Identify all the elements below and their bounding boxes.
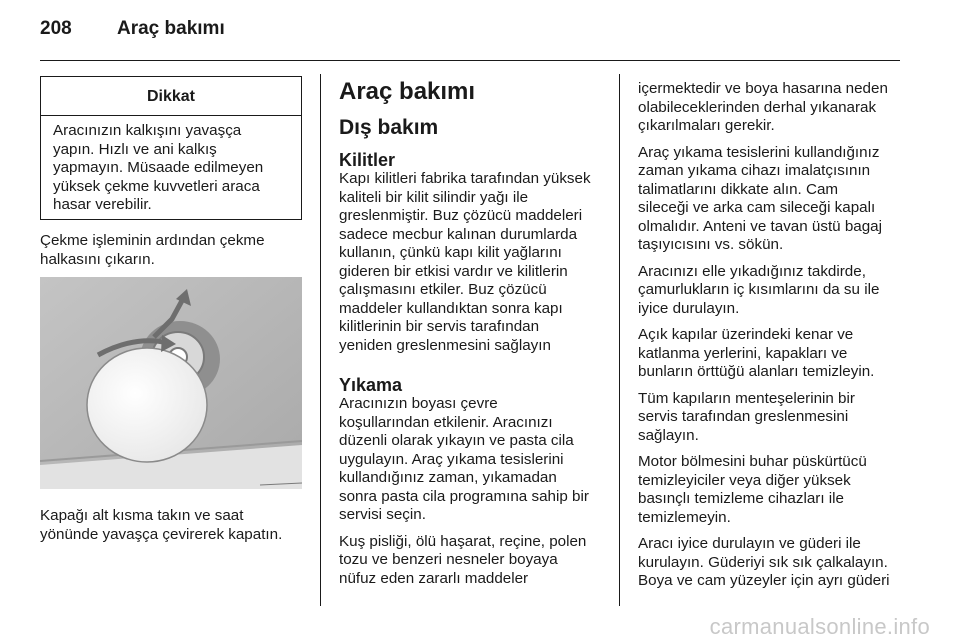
tow-ring-instruction: Çekme işleminin ardından çekme halkasını çıkarın. [40, 232, 265, 268]
left-column-bottom [40, 507, 315, 552]
locks-text: Kapı kilitleri fabrika tarafından yüksek kaliteli bir kilit silindir yağı ile greslenmiştir. Buz çözücü maddeleri sadece mecbur kalınan durumlarda kullanın, çünkü kapı kilit yağlarını gideren bir etkisi vardır ve kilitlerin çalışmasını etkiler. Buz çözücü maddeler kullandıktan sonra kapı kilitlerinin bir servis tarafından yeniden greslenmesini sağlayın [339, 170, 591, 354]
washing-text: Aracınızın boyası çevre koşullarından etkilenir. Aracınızı düzenli olarak yıkayın ve pasta cila uygulayın. Araç yıkama tesislerini kullandığınız zaman, yıkamadan sonra pasta cila programına sahip bir servisi seçin. [339, 395, 589, 523]
site-watermark: carmanualsonline.info [709, 614, 930, 639]
column-divider-right [619, 74, 620, 606]
warning-title: Dikkat [41, 77, 301, 116]
page-number: 208 [40, 18, 72, 39]
washing-text-continued: Kuş pisliği, ölü haşarat, reçine, polen tozu ve benzeri nesneler boyaya nüfuz eden zararlı maddeler [339, 532, 587, 587]
right-paragraph-4: Açık kapılar üzerindeki kenar ve katlanma yerlerini, kapakları ve bunların örttüğü alanları temizleyin. [638, 326, 875, 380]
tow-cover-drawing [40, 277, 302, 489]
section-title: Araç bakımı [339, 78, 476, 105]
header-rule [40, 60, 900, 61]
right-paragraph-1: içermektedir ve boya hasarına neden olabileceklerinden derhal yıkanarak çıkarılmaları gerekir. [638, 80, 888, 134]
right-paragraph-3: Aracınızı elle yıkadığınız takdirde, çamurlukların iç kısımlarını da su ile iyice durulayın. [638, 262, 880, 317]
left-column-top [40, 232, 310, 277]
right-column [638, 80, 906, 599]
right-paragraph-7: Aracı iyice durulayın ve güderi ile kurulayın. Güderiyi sık sık çalkalayın. Boya ve cam yüzeyler için ayrı güderi [638, 535, 890, 589]
subsection-title: Dış bakım [339, 116, 439, 139]
middle-column [339, 78, 614, 596]
warning-box [40, 76, 302, 220]
page-header-title: Araç bakımı [117, 18, 225, 39]
right-paragraph-5: Tüm kapıların menteşelerinin bir servis tarafından greslenmesini sağlayın. [638, 389, 855, 444]
column-divider-left [320, 74, 321, 606]
warning-text: Aracınızın kalkışını yavaşça yapın. Hızlı ve ani kalkış yapmayın. Müsaade edilmeyen yüksek çekme kuvvetleri araca hasar verebilir. [53, 122, 264, 213]
right-paragraph-6: Motor bölmesini buhar püskürtücü temizleyiciler veya diğer yüksek basınçlı temizleme cihazları ile temizlemeyin. [638, 453, 867, 526]
right-paragraph-2: Araç yıkama tesislerini kullandığınız zaman yıkama cihazı imalatçısının talimatlarını dikkate alın. Cam sileceği ve arka cam sileceği kapalı olmalıdır. Anteni ve tavan üstü bagaj taşıyıcısını vs. sökün. [638, 143, 882, 253]
locks-heading: Kilitler [339, 150, 396, 170]
tow-cover-illustration [40, 277, 302, 489]
washing-heading: Yıkama [339, 375, 403, 395]
cover-instruction: Kapağı alt kısma takın ve saat yönünde yavaşça çevirerek kapatın. [40, 507, 283, 543]
